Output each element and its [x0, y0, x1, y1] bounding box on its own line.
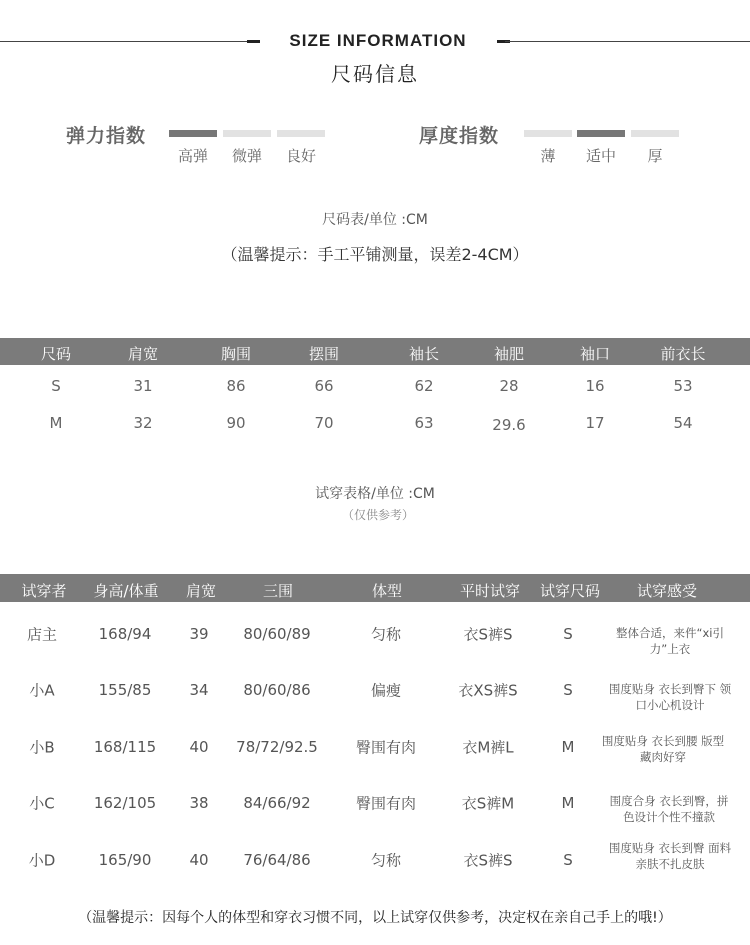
elasticity-option-2: 微弹 — [231, 147, 262, 165]
size-cell: 90 — [226, 414, 246, 432]
fitting-feel: 围度贴身 衣长到腰 版型藏肉好穿 — [601, 734, 725, 764]
thickness-bar-3 — [631, 130, 679, 137]
fitting-cell: 匀称 — [370, 851, 402, 870]
fitting-table-header — [0, 574, 750, 602]
size-header-cuff: 袖口 — [579, 345, 611, 363]
size-chart-unit-note: 尺码表/单位 :CM — [322, 212, 428, 228]
size-header-front-length: 前衣长 — [660, 345, 706, 363]
fitting-cell: 39 — [189, 625, 209, 643]
fitting-header-tried-size: 试穿尺码 — [539, 582, 601, 600]
page-title-cn: 尺码信息 — [331, 62, 419, 86]
size-header-size: 尺码 — [40, 345, 72, 363]
elasticity-option-1: 高弹 — [177, 147, 208, 165]
fitting-header-body-type: 体型 — [371, 582, 403, 600]
fitting-cell: 40 — [189, 738, 209, 756]
fitting-cell: 84/66/92 — [243, 794, 311, 812]
page-title-en: SIZE INFORMATION — [289, 31, 467, 50]
fitting-cell: 38 — [189, 794, 209, 812]
fitting-header-shoulder: 肩宽 — [185, 582, 217, 600]
fitting-cell: 衣XS裤S — [458, 681, 518, 700]
fitting-cell: 小A — [29, 681, 55, 700]
size-cell: 70 — [314, 414, 334, 432]
thickness-option-2: 适中 — [585, 147, 616, 165]
table-row — [0, 377, 750, 397]
fitting-cell: 小C — [29, 794, 55, 813]
fitting-cell: 78/72/92.5 — [236, 738, 318, 756]
elasticity-bar-2 — [223, 130, 271, 137]
size-cell: 16 — [585, 377, 605, 395]
fitting-cell: 衣S裤S — [463, 851, 513, 870]
thickness-label: 厚度指数 — [419, 125, 500, 147]
fitting-header-usual-size: 平时试穿 — [459, 582, 521, 600]
fitting-cell: S — [563, 851, 573, 869]
fitting-header-feel: 试穿感受 — [636, 582, 698, 600]
thickness-bar-1 — [524, 130, 572, 137]
fitting-sub-note: （仅供参考） — [341, 508, 414, 522]
size-cell: 63 — [414, 414, 434, 432]
elasticity-bar-1 — [169, 130, 217, 137]
fitting-cell: 34 — [189, 681, 209, 699]
size-cell: 54 — [673, 414, 693, 432]
size-cell: 31 — [133, 377, 153, 395]
size-cell: 53 — [673, 377, 693, 395]
size-cell: S — [51, 377, 61, 395]
elasticity-label: 弹力指数 — [66, 125, 147, 147]
fitting-cell: 臀围有肉 — [355, 738, 417, 757]
thickness-option-1: 薄 — [540, 147, 556, 165]
size-cell: 29.6 — [492, 416, 526, 434]
fitting-cell: 162/105 — [93, 794, 157, 812]
fitting-unit-note: 试穿表格/单位 :CM — [315, 486, 435, 502]
size-header-sleeve-length: 袖长 — [408, 345, 440, 363]
fitting-feel: 围度贴身 衣长到臀 面料亲肤不扎皮肤 — [608, 841, 732, 871]
fitting-feel: 整体合适，来件“xi引力”上衣 — [616, 626, 724, 656]
fitting-header-tester: 试穿者 — [21, 582, 67, 600]
fitting-cell: 衣M裤L — [462, 738, 514, 757]
fitting-cell: S — [563, 625, 573, 643]
fitting-cell: 168/94 — [98, 625, 152, 643]
fitting-feel: 围度贴身 衣长到臀下 领口小心机设计 — [608, 682, 732, 712]
size-cell: 62 — [414, 377, 434, 395]
size-cell: 17 — [585, 414, 605, 432]
header-line-right — [505, 41, 750, 42]
fitting-cell: M — [561, 738, 575, 756]
fitting-cell: 40 — [189, 851, 209, 869]
size-cell: M — [49, 414, 63, 432]
footer-tip: （温馨提示：因每个人的体型和穿衣习惯不同，以上试穿仅供参考，决定权在亲自己手上的哦!） — [78, 910, 672, 926]
thickness-option-3: 厚 — [647, 147, 663, 165]
size-header-chest: 胸围 — [220, 345, 252, 363]
fitting-feel: 围度合身 衣长到臀，拼色设计个性不撞款 — [609, 794, 729, 824]
size-cell: 86 — [226, 377, 246, 395]
size-header-sleeve-width: 袖肥 — [493, 345, 525, 363]
fitting-cell: M — [561, 794, 575, 812]
elasticity-bar-3 — [277, 130, 325, 137]
thickness-bar-2 — [577, 130, 625, 137]
fitting-cell: 76/64/86 — [243, 851, 311, 869]
fitting-cell: 80/60/86 — [243, 681, 311, 699]
size-cell: 32 — [133, 414, 153, 432]
size-header-hem: 摆围 — [308, 345, 340, 363]
fitting-cell: 80/60/89 — [243, 625, 311, 643]
fitting-cell: 小D — [28, 851, 56, 870]
elasticity-option-3: 良好 — [285, 147, 316, 165]
fitting-cell: S — [563, 681, 573, 699]
fitting-cell: 臀围有肉 — [355, 794, 417, 813]
size-cell: 66 — [314, 377, 334, 395]
size-cell: 28 — [499, 377, 519, 395]
size-header-shoulder: 肩宽 — [127, 345, 159, 363]
fitting-cell: 衣S裤M — [461, 794, 515, 813]
fitting-cell: 155/85 — [98, 681, 152, 699]
fitting-cell: 小B — [29, 738, 55, 757]
fitting-cell: 衣S裤S — [463, 625, 513, 644]
table-row — [0, 414, 750, 434]
fitting-cell: 168/115 — [93, 738, 157, 756]
fitting-cell: 偏瘦 — [370, 681, 402, 700]
fitting-cell: 匀称 — [370, 625, 402, 644]
size-chart-tip: （温馨提示：手工平铺测量，误差2-4CM） — [221, 245, 529, 264]
fitting-header-measurements: 三围 — [262, 582, 294, 600]
fitting-header-height-weight: 身高/体重 — [93, 582, 159, 600]
fitting-cell: 店主 — [26, 625, 58, 644]
fitting-cell: 165/90 — [98, 851, 152, 869]
size-table-header — [0, 338, 750, 365]
